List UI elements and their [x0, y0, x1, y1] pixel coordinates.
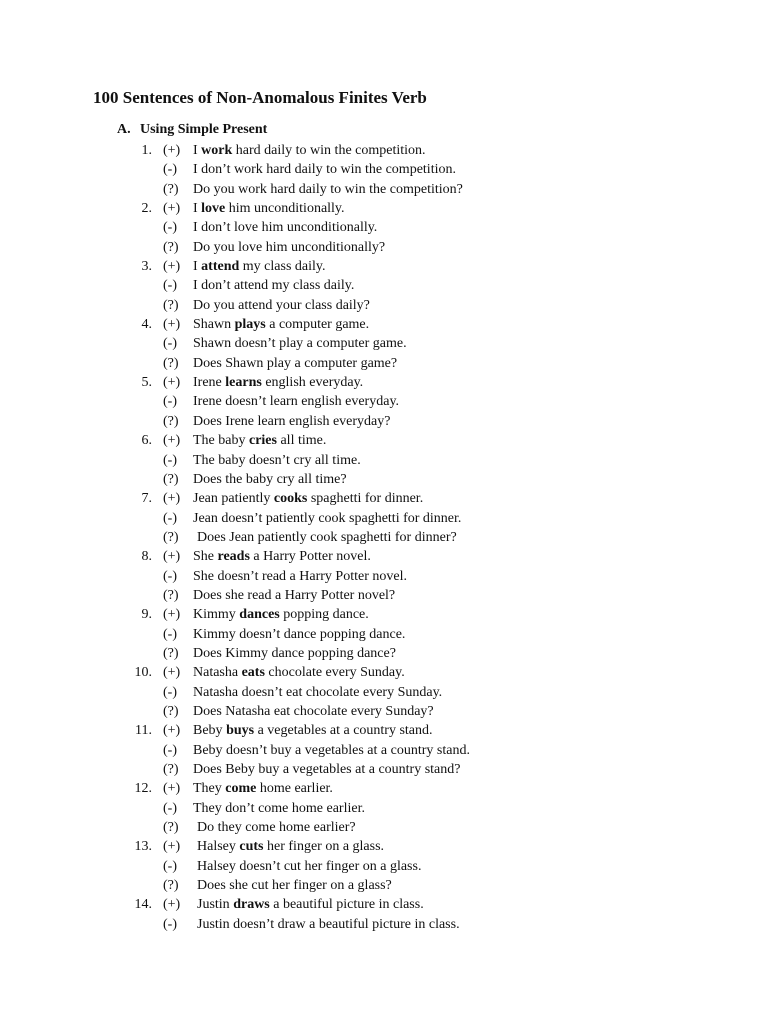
sentence-mark: (?)	[163, 762, 179, 777]
sentence-text	[197, 837, 384, 856]
sentence-predicate: english everyday.	[261, 375, 364, 391]
sentence-text	[193, 141, 426, 160]
sentence-mark: (?)	[163, 181, 179, 197]
sentence-line	[0, 354, 768, 373]
item-number: 6.	[141, 433, 152, 449]
sentence-line	[0, 257, 768, 276]
sentence-predicate: a beautiful picture in class.	[269, 897, 424, 913]
sentence-text: Irene doesn’t learn english everyday.	[193, 394, 400, 410]
sentence-predicate: chocolate every Sunday.	[264, 665, 405, 681]
sentence-line	[0, 567, 768, 586]
section-letter: A.	[117, 122, 131, 137]
sentence-mark: (-)	[163, 568, 177, 584]
sentence-mark: (+)	[163, 549, 181, 565]
sentence-mark: (+)	[163, 433, 181, 449]
sentence-list	[0, 141, 768, 934]
sentence-predicate: him unconditionally.	[225, 201, 345, 217]
item-number: 1.	[141, 143, 152, 158]
sentence-subject: Beby	[193, 723, 227, 739]
sentence-text: I don’t love him unconditionally.	[193, 220, 378, 236]
sentence-mark: (-)	[163, 742, 177, 758]
sentence-text: Do you love him unconditionally?	[193, 239, 386, 255]
sentence-mark: (+)	[163, 317, 181, 333]
sentence-subject: I	[193, 201, 202, 217]
sentence-mark: (+)	[163, 491, 181, 507]
sentence-line	[0, 876, 768, 895]
sentence-line	[0, 451, 768, 470]
sentence-mark: (-)	[163, 394, 177, 410]
sentence-mark: (?)	[163, 645, 179, 661]
sentence-mark: (?)	[163, 471, 179, 487]
sentence-line	[0, 180, 768, 199]
sentence-predicate: a vegetables at a country stand.	[254, 723, 433, 739]
sentence-text: Does Beby buy a vegetables at a country stand?	[193, 762, 461, 777]
sentence-line	[0, 141, 768, 160]
verb-highlight: love	[201, 201, 226, 217]
sentence-line	[0, 199, 768, 218]
sentence-predicate: spaghetti for dinner.	[307, 491, 424, 507]
sentence-subject: Kimmy	[193, 607, 240, 623]
sentence-text: Does Jean patiently cook spaghetti for dinner?	[197, 529, 457, 545]
sentence-mark: (?)	[163, 239, 179, 255]
sentence-mark: (+)	[163, 201, 181, 217]
verb-highlight: buys	[226, 723, 255, 739]
sentence-mark: (-)	[163, 916, 177, 932]
sentence-mark: (+)	[163, 259, 181, 275]
sentence-predicate: her finger on a glass.	[263, 839, 385, 855]
sentence-mark: (-)	[163, 220, 177, 236]
sentence-mark: (-)	[163, 510, 177, 526]
sentence-mark: (-)	[163, 684, 177, 700]
sentence-text	[193, 779, 333, 798]
sentence-line	[0, 625, 768, 644]
sentence-line	[0, 857, 768, 876]
sentence-subject: They	[193, 781, 226, 797]
sentence-line	[0, 470, 768, 489]
sentence-text: She doesn’t read a Harry Potter novel.	[193, 568, 407, 584]
sentence-text: Does Kimmy dance popping dance?	[193, 645, 396, 661]
sentence-text: The baby doesn’t cry all time.	[193, 452, 361, 468]
sentence-line	[0, 837, 768, 856]
sentence-predicate: home earlier.	[256, 781, 333, 797]
sentence-text: Does Irene learn english everyday?	[193, 413, 391, 429]
sentence-text: They don’t come home earlier.	[193, 800, 365, 816]
sentence-text: Do they come home earlier?	[197, 820, 356, 836]
sentence-text	[193, 199, 345, 218]
sentence-text: Does Natasha eat chocolate every Sunday?	[193, 703, 434, 719]
verb-highlight: come	[225, 781, 257, 797]
sentence-line	[0, 392, 768, 411]
item-number: 11.	[135, 723, 152, 739]
verb-highlight: cries	[248, 433, 277, 449]
item-number: 13.	[134, 839, 152, 855]
sentence-line	[0, 509, 768, 528]
item-number: 8.	[141, 549, 152, 565]
section-heading	[117, 122, 267, 138]
sentence-line	[0, 586, 768, 605]
sentence-predicate: a Harry Potter novel.	[249, 549, 371, 565]
sentence-mark: (+)	[163, 375, 181, 391]
sentence-line	[0, 799, 768, 818]
sentence-subject: Shawn	[193, 317, 235, 333]
sentence-mark: (+)	[163, 723, 181, 739]
sentence-subject: Irene	[193, 375, 226, 391]
sentence-line	[0, 412, 768, 431]
sentence-subject: I	[193, 259, 202, 275]
verb-highlight: draws	[233, 897, 270, 913]
sentence-text: I don’t work hard daily to win the competition.	[193, 162, 456, 178]
sentence-subject: She	[193, 549, 218, 565]
sentence-subject: Natasha	[193, 665, 242, 681]
item-number: 5.	[141, 375, 152, 391]
sentence-line	[0, 702, 768, 721]
sentence-text	[193, 257, 325, 276]
sentence-line	[0, 644, 768, 663]
sentence-text: I don’t attend my class daily.	[193, 278, 355, 294]
item-number: 10.	[134, 665, 152, 681]
sentence-text: Does Shawn play a computer game?	[193, 355, 398, 371]
sentence-line	[0, 315, 768, 334]
sentence-mark: (-)	[163, 278, 177, 294]
sentence-line	[0, 663, 768, 682]
sentence-mark: (?)	[163, 703, 179, 719]
sentence-text: Do you attend your class daily?	[193, 297, 370, 313]
sentence-subject: Halsey	[197, 839, 240, 855]
sentence-line	[0, 334, 768, 353]
sentence-mark: (-)	[163, 162, 177, 178]
sentence-line	[0, 431, 768, 450]
item-number: 7.	[141, 491, 152, 507]
verb-highlight: cuts	[239, 839, 264, 855]
sentence-line	[0, 915, 768, 934]
sentence-text: Shawn doesn’t play a computer game.	[193, 336, 407, 352]
sentence-line	[0, 528, 768, 547]
sentence-line	[0, 296, 768, 315]
sentence-line	[0, 895, 768, 914]
verb-highlight: learns	[225, 375, 262, 391]
verb-highlight: reads	[217, 549, 250, 565]
sentence-text: Kimmy doesn’t dance popping dance.	[193, 626, 406, 642]
sentence-text: Beby doesn’t buy a vegetables at a country stand.	[193, 742, 470, 758]
sentence-line	[0, 760, 768, 779]
sentence-subject: I	[193, 143, 202, 158]
verb-highlight: work	[201, 143, 233, 158]
sentence-mark: (-)	[163, 336, 177, 352]
sentence-text	[193, 431, 326, 450]
item-number: 12.	[134, 781, 152, 797]
sentence-line	[0, 818, 768, 837]
sentence-predicate: a computer game.	[265, 317, 370, 333]
sentence-text: Natasha doesn’t eat chocolate every Sunday.	[193, 684, 443, 700]
sentence-mark: (?)	[163, 587, 179, 603]
sentence-mark: (?)	[163, 878, 179, 894]
sentence-mark: (-)	[163, 858, 177, 874]
sentence-text	[193, 315, 369, 334]
sentence-text	[197, 895, 424, 914]
item-number: 9.	[141, 607, 152, 623]
sentence-text	[193, 547, 371, 566]
sentence-subject: Jean patiently	[193, 491, 274, 507]
sentence-predicate: hard daily to win the competition.	[232, 143, 426, 158]
sentence-text: Does she cut her finger on a glass?	[197, 878, 392, 894]
sentence-predicate: all time.	[276, 433, 327, 449]
item-number: 4.	[141, 317, 152, 333]
sentence-line	[0, 238, 768, 257]
sentence-mark: (?)	[163, 413, 179, 429]
sentence-mark: (+)	[163, 607, 181, 623]
sentence-line	[0, 218, 768, 237]
sentence-mark: (+)	[163, 781, 181, 797]
sentence-text: Does the baby cry all time?	[193, 471, 347, 487]
verb-highlight: attend	[201, 259, 240, 275]
sentence-line	[0, 373, 768, 392]
sentence-mark: (+)	[163, 665, 181, 681]
sentence-line	[0, 779, 768, 798]
sentence-mark: (?)	[163, 820, 179, 836]
sentence-mark: (+)	[163, 143, 181, 158]
sentence-mark: (+)	[163, 839, 181, 855]
section-heading-text: Using Simple Present	[140, 122, 268, 137]
document-title: 100 Sentences of Non-Anomalous Finites Verb	[93, 88, 427, 107]
sentence-text	[193, 373, 363, 392]
sentence-text	[193, 605, 369, 624]
sentence-mark: (+)	[163, 897, 181, 913]
verb-highlight: plays	[234, 317, 266, 333]
sentence-text	[193, 721, 433, 740]
sentence-subject: Justin	[197, 897, 234, 913]
sentence-mark: (-)	[163, 452, 177, 468]
item-number: 2.	[141, 201, 152, 217]
sentence-line	[0, 489, 768, 508]
sentence-text: Do you work hard daily to win the competition?	[193, 181, 463, 197]
sentence-line	[0, 160, 768, 179]
item-number: 14.	[134, 897, 152, 913]
sentence-line	[0, 276, 768, 295]
sentence-text: Jean doesn’t patiently cook spaghetti for dinner.	[193, 510, 462, 526]
sentence-line	[0, 605, 768, 624]
verb-highlight: eats	[241, 665, 265, 681]
verb-highlight: dances	[239, 607, 280, 623]
sentence-predicate: my class daily.	[239, 259, 326, 275]
sentence-text	[193, 663, 405, 682]
sentence-line	[0, 721, 768, 740]
sentence-line	[0, 741, 768, 760]
sentence-predicate: popping dance.	[279, 607, 369, 623]
sentence-mark: (?)	[163, 297, 179, 313]
sentence-text: Does she read a Harry Potter novel?	[193, 587, 396, 603]
sentence-mark: (?)	[163, 355, 179, 371]
verb-highlight: cooks	[273, 491, 308, 507]
sentence-text: Halsey doesn’t cut her finger on a glass.	[197, 858, 422, 874]
sentence-subject: The baby	[193, 433, 249, 449]
sentence-line	[0, 683, 768, 702]
item-number: 3.	[141, 259, 152, 275]
sentence-text: Justin doesn’t draw a beautiful picture in class.	[197, 916, 460, 932]
sentence-text	[193, 489, 423, 508]
sentence-mark: (-)	[163, 626, 177, 642]
sentence-mark: (?)	[163, 529, 179, 545]
sentence-mark: (-)	[163, 800, 177, 816]
sentence-line	[0, 547, 768, 566]
